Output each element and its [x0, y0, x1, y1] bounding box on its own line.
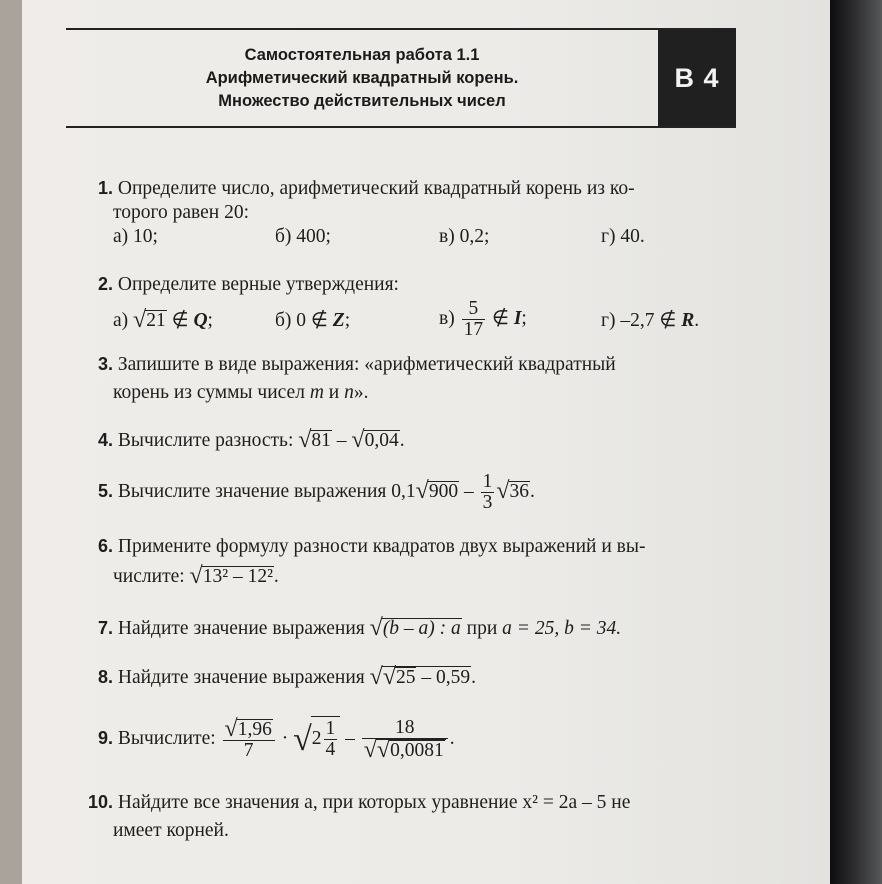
denominator: 17 [463, 319, 484, 340]
punct: . [694, 310, 700, 331]
task-7 [80, 616, 621, 641]
radicand: 81 [311, 430, 331, 451]
radical-sign: √ [298, 427, 312, 453]
outer-radicand [376, 739, 446, 761]
task-number: 4. [97, 430, 113, 450]
punct: . [399, 430, 405, 451]
option-label: в) [439, 307, 455, 329]
task-text: корень из суммы чисел [113, 382, 305, 403]
denominator: 7 [243, 739, 254, 761]
answer-options [113, 298, 700, 345]
radicand: 900 [428, 480, 459, 502]
task-number: 7. [97, 618, 113, 638]
numerator: 18 [362, 718, 448, 739]
numerator: 5 [462, 299, 486, 320]
task-number: 6. [97, 536, 113, 556]
punct: ». [353, 382, 369, 403]
variable-n: n [344, 382, 354, 403]
option-a [113, 309, 213, 333]
fraction [324, 719, 338, 760]
fraction [462, 299, 486, 340]
denominator: 4 [325, 739, 336, 760]
minus-sign: – [463, 480, 474, 502]
minus-sign: – [345, 727, 355, 749]
task-text: торого равен 20: [113, 202, 250, 223]
task-text: имеет корней. [113, 820, 229, 841]
punct: ; [207, 310, 213, 331]
whole-part: 2 [311, 727, 322, 749]
option-b [275, 309, 350, 333]
radical-sign: √ [224, 715, 238, 742]
task-2 [80, 272, 700, 345]
punct: ; [521, 307, 527, 329]
task-text: Определите верные утверждения: [117, 274, 399, 295]
punct: . [471, 667, 476, 688]
numerator: 1 [325, 718, 336, 739]
radicand: (b – a) : a [382, 618, 461, 639]
header-line-2: Арифметический квадратный корень. [205, 68, 519, 87]
task-9 [80, 716, 455, 761]
task-text: Вычислите разность: [117, 430, 294, 451]
radicand: 1,96 [237, 718, 272, 740]
task-text: Найдите значение выражения [117, 618, 365, 639]
radical-sign: √ [189, 563, 203, 589]
task-number: 1. [97, 178, 113, 198]
number-set: Z [332, 310, 345, 331]
background-right-edge [830, 0, 882, 884]
radical-sign: √ [369, 615, 383, 641]
denominator: 3 [482, 492, 493, 513]
radical-sign: √ [496, 477, 510, 504]
task-text: и [328, 382, 340, 403]
option-b: б) 400; [275, 226, 331, 247]
multiply-sign: · [281, 727, 289, 749]
condition: a = 25, b = 34. [502, 618, 622, 639]
option-text: г) –2,7 ∉ [601, 310, 677, 331]
option-label: а) [113, 310, 129, 331]
fraction-1 [223, 715, 275, 761]
task-number: 10. [87, 792, 113, 812]
option-d: г) 40. [601, 226, 645, 247]
task-text: Примените формулу разности квадратов двух выражений и вы- [117, 536, 646, 557]
task-text: Найдите все значения a, при которых уравнение x² = 2a – 5 не [117, 792, 631, 813]
variable-m: m [309, 382, 324, 403]
radical-sign: √ [133, 307, 147, 333]
denominator [362, 739, 448, 761]
radical-sign: √ [293, 720, 312, 758]
not-element-sign: ∉ [491, 307, 509, 329]
radical-sign: √ [351, 427, 365, 453]
task-number: 3. [97, 354, 113, 374]
task-text: Определите число, арифметический квадратный корень из ко- [117, 178, 635, 199]
background-left-edge [0, 0, 22, 884]
radical-sign: √ [415, 477, 429, 504]
answer-options [113, 225, 645, 251]
radicand-rest: – 0,59 [421, 667, 471, 688]
number-set: Q [193, 310, 208, 331]
header-line-3: Множество действительных чисел [218, 91, 506, 110]
number-set: I [513, 307, 522, 329]
task-10 [80, 790, 630, 843]
task-3 [80, 352, 616, 405]
radicand: 13² – 12² [202, 566, 273, 587]
task-text: Вычислите значение выражения 0,1 [117, 480, 416, 502]
option-a: а) 10; [113, 226, 158, 247]
task-6 [80, 534, 645, 589]
inner-radicand: 0,0081 [390, 740, 444, 761]
task-text: Запишите в виде выражения: «арифметический квадратный [117, 354, 616, 375]
worksheet-header [66, 28, 736, 128]
fraction-2 [362, 718, 448, 761]
not-element-sign: ∉ [171, 310, 189, 331]
task-number: 2. [97, 274, 113, 294]
option-c [439, 299, 527, 340]
radical-sign: √ [382, 664, 396, 690]
punct: . [530, 480, 535, 502]
task-4 [80, 428, 405, 453]
punct: . [449, 727, 455, 749]
radicand: 36 [509, 480, 529, 502]
option-c: в) 0,2; [439, 226, 490, 247]
number-set: R [681, 310, 695, 331]
task-text: Вычислите: [117, 727, 216, 749]
inner-radicand: 25 [395, 667, 416, 688]
task-1 [80, 176, 645, 251]
punct: ; [344, 310, 351, 331]
numerator: 1 [482, 471, 493, 492]
task-number: 9. [97, 727, 113, 748]
task-text: при [466, 618, 498, 639]
option-text: б) 0 ∉ [275, 310, 328, 331]
variant-badge: В 4 [658, 30, 736, 126]
radicand: 0,04 [364, 430, 399, 451]
radical-sign: √ [369, 664, 383, 690]
task-number: 8. [97, 667, 113, 687]
punct: . [273, 566, 279, 587]
radicand: 21 [146, 310, 166, 331]
radical-sign: √ [363, 737, 377, 763]
header-line-1: Самостоятельная работа 1.1 [244, 45, 480, 64]
minus-sign: – [336, 430, 347, 451]
task-number: 5. [97, 480, 113, 501]
fraction [481, 472, 495, 513]
task-text: Найдите значение выражения [117, 667, 365, 688]
task-5 [80, 472, 535, 513]
mixed-number [311, 716, 341, 760]
task-text: числите: [113, 566, 185, 587]
option-d [601, 309, 699, 333]
header-title [66, 30, 658, 126]
numerator [223, 715, 275, 742]
outer-radicand [382, 666, 471, 688]
radical-sign: √ [376, 737, 391, 763]
task-8 [80, 665, 476, 690]
